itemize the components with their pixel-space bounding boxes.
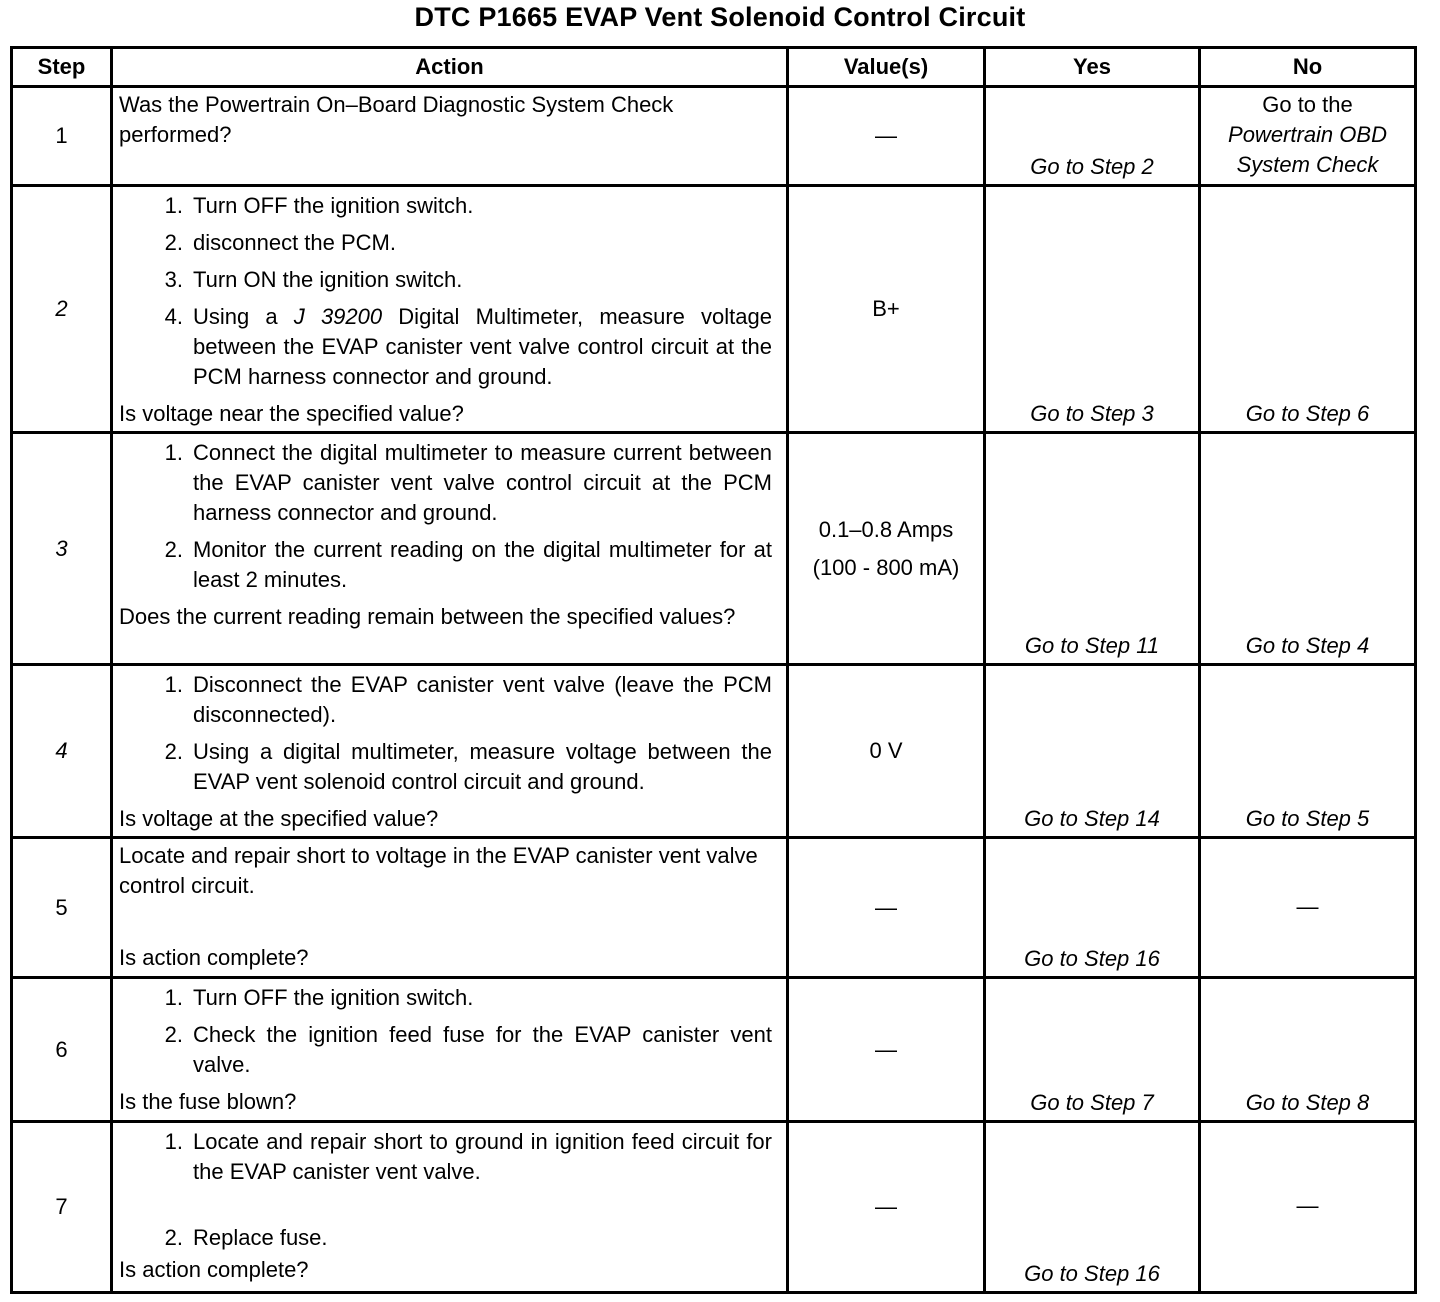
yes-cell: Go to Step 7 <box>985 978 1200 1122</box>
list-item: 3. Turn ON the ignition switch. <box>164 267 463 292</box>
action-cell <box>112 1122 788 1293</box>
list-item: 2. Check the ignition feed fuse for the EVAP canister vent valve. <box>164 1022 772 1077</box>
step-number: 1 <box>12 87 112 186</box>
value-cell: B+ <box>788 186 985 433</box>
no-cell: — <box>1200 838 1416 978</box>
no-text: Go to the <box>1262 92 1353 117</box>
step-number: 3 <box>12 433 112 665</box>
action-steps <box>119 191 772 392</box>
header-step: Step <box>12 48 112 87</box>
value-cell: — <box>788 1122 985 1293</box>
table-row <box>12 186 1416 433</box>
table-row <box>12 838 1416 978</box>
table-row <box>12 433 1416 665</box>
step-number: 4 <box>12 665 112 838</box>
action-text: Was the Powertrain On–Board Diagnostic System Check performed? <box>119 92 674 147</box>
action-question: Is voltage near the specified value? <box>119 401 464 426</box>
page-title: DTC P1665 EVAP Vent Solenoid Control Circuit <box>414 2 1026 32</box>
list-item: 2. Monitor the current reading on the digital multimeter for at least 2 minutes. <box>164 537 772 592</box>
step-number: 7 <box>12 1122 112 1293</box>
value-primary: 0.1–0.8 Amps <box>818 516 954 542</box>
action-steps <box>119 438 772 595</box>
table-row <box>12 978 1416 1122</box>
yes-cell: Go to Step 14 <box>985 665 1200 838</box>
diagnostic-table <box>10 46 1417 1294</box>
value-cell: — <box>788 978 985 1122</box>
list-item: 1. Turn OFF the ignition switch. <box>164 985 474 1010</box>
action-text: Locate and repair short to voltage in the EVAP canister vent valve control circuit. <box>119 843 758 898</box>
list-item: 1. Locate and repair short to ground in ignition feed circuit for the EVAP canister vent valve. <box>164 1129 772 1184</box>
list-item: 1. Turn OFF the ignition switch. <box>164 193 474 218</box>
action-cell <box>112 665 788 838</box>
step-number: 5 <box>12 838 112 978</box>
value-cell: 0 V <box>788 665 985 838</box>
action-cell <box>112 978 788 1122</box>
list-item: 2. disconnect the PCM. <box>164 230 396 255</box>
no-cell <box>1200 87 1416 186</box>
action-question: Is action complete? <box>119 1257 309 1282</box>
list-item: 2. Replace fuse. <box>164 1225 328 1250</box>
header-yes: Yes <box>985 48 1200 87</box>
no-cell: Go to Step 8 <box>1200 978 1416 1122</box>
no-cell: Go to Step 5 <box>1200 665 1416 838</box>
no-link-text: Powertrain OBD System Check <box>1228 122 1387 177</box>
tool-number: J 39200 <box>293 304 383 329</box>
value-cell: — <box>788 87 985 186</box>
yes-cell: Go to Step 11 <box>985 433 1200 665</box>
action-steps <box>119 983 772 1080</box>
table-header-row <box>12 48 1416 87</box>
list-item: 2. Using a digital multimeter, measure voltage between the EVAP vent solenoid control circuit and ground. <box>164 739 772 794</box>
action-question: Is voltage at the specified value? <box>119 806 439 831</box>
header-no: No <box>1200 48 1416 87</box>
yes-cell: Go to Step 16 <box>985 838 1200 978</box>
value-cell <box>788 433 985 665</box>
value-secondary: (100 - 800 mA) <box>812 554 960 580</box>
table-row <box>12 1122 1416 1293</box>
list-item: 4. Using a J 39200 Digital Multimeter, measure voltage between the EVAP canister vent valve control circuit at the PCM harness connector and ground. <box>164 304 773 389</box>
action-cell <box>112 186 788 433</box>
action-cell <box>112 838 788 978</box>
table-row <box>12 665 1416 838</box>
action-cell <box>112 433 788 665</box>
action-steps <box>119 1127 772 1253</box>
yes-cell: Go to Step 2 <box>985 87 1200 186</box>
action-question: Is action complete? <box>119 945 309 970</box>
action-question: Is the fuse blown? <box>119 1089 297 1114</box>
no-cell: — <box>1200 1122 1416 1293</box>
step-number: 6 <box>12 978 112 1122</box>
no-cell: Go to Step 6 <box>1200 186 1416 433</box>
list-item: 1. Disconnect the EVAP canister vent valve (leave the PCM disconnected). <box>164 672 772 727</box>
header-value: Value(s) <box>788 48 985 87</box>
value-cell: — <box>788 838 985 978</box>
action-steps <box>119 670 772 797</box>
table-row <box>12 87 1416 186</box>
step-number: 2 <box>12 186 112 433</box>
header-action: Action <box>112 48 788 87</box>
list-item: 1. Connect the digital multimeter to measure current between the EVAP canister vent valve control circuit at the PCM harness connector and ground. <box>164 440 772 525</box>
action-question: Does the current reading remain between the specified values? <box>119 604 736 629</box>
no-cell: Go to Step 4 <box>1200 433 1416 665</box>
action-cell <box>112 87 788 186</box>
yes-cell: Go to Step 3 <box>985 186 1200 433</box>
yes-cell: Go to Step 16 <box>985 1122 1200 1293</box>
